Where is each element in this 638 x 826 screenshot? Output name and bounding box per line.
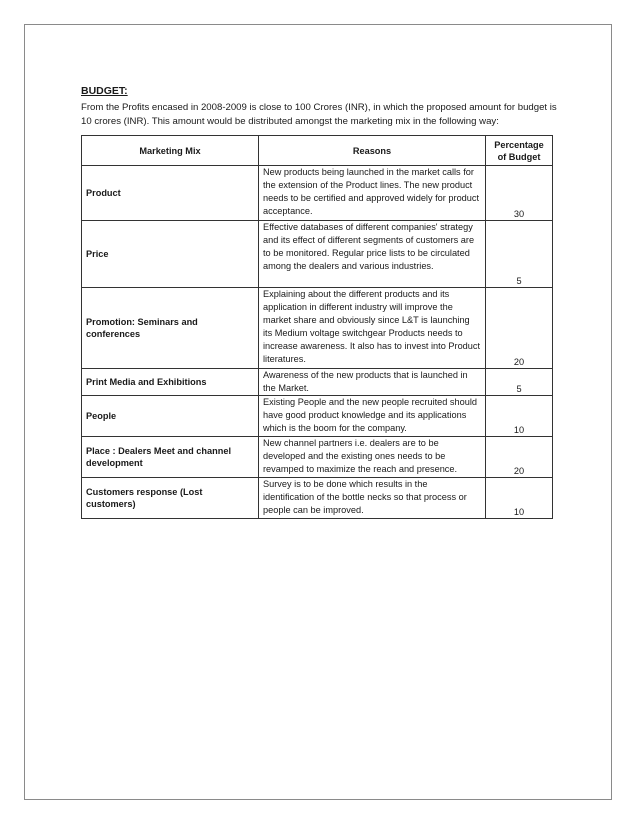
table-header-row [82,136,553,166]
document-page [24,24,612,800]
reason-cell: Survey is to be done which results in the identification of the bottle necks so that process or people can be improved. [259,478,486,519]
reason-cell: Existing People and the new people recruited should have good product knowledge and its applications which is the boom for the company. [259,396,486,437]
reason-cell: Explaining about the different products and its application in different industry will improve the market share and obviously since L&T is launching its Medium voltage switchgear Products needs to increase awareness. It also has to invest into Product literatures. [259,288,486,369]
table-row [82,478,553,519]
reason-cell: Awareness of the new products that is launched in the Market. [259,369,486,396]
reason-cell: New products being launched in the market calls for the extension of the Product lines. The new product needs to be certified and approved widely for product acceptance. [259,166,486,221]
budget-table [81,135,553,519]
table-row [82,437,553,478]
mix-cell: Print Media and Exhibitions [82,369,259,396]
percent-cell: 5 [486,369,553,396]
table-row [82,166,553,221]
mix-cell: Customers response (Lost customers) [82,478,259,519]
table-row [82,396,553,437]
reason-cell: New channel partners i.e. dealers are to be developed and the existing ones needs to be revamped to maximize the reach and presence. [259,437,486,478]
mix-cell: Place : Dealers Meet and channel development [82,437,259,478]
table-row [82,288,553,369]
header-marketing-mix: Marketing Mix [82,136,259,166]
percent-cell: 20 [486,437,553,478]
mix-cell: Product [82,166,259,221]
table-row [82,369,553,396]
mix-cell: Promotion: Seminars and conferences [82,288,259,369]
table-row [82,221,553,288]
header-percentage: Percentage of Budget [486,136,553,166]
percent-cell: 20 [486,288,553,369]
budget-intro-paragraph: From the Profits encased in 2008-2009 is close to 100 Crores (INR), in which the proposed amount for budget is 10 crores (INR). This amount would be distributed amongst the marketing mix in the following way: [81,102,557,127]
mix-cell: People [82,396,259,437]
header-reasons: Reasons [259,136,486,166]
reason-cell: Effective databases of different companies' strategy and its effect of different segments of customers are to be monitored. Regular price lists to be circulated among the dealers and various industries. [259,221,486,288]
percent-cell: 30 [486,166,553,221]
mix-cell: Price [82,221,259,288]
budget-heading: BUDGET: [81,85,128,97]
percent-cell: 10 [486,478,553,519]
budget-section [81,85,557,519]
percent-cell: 5 [486,221,553,288]
percent-cell: 10 [486,396,553,437]
